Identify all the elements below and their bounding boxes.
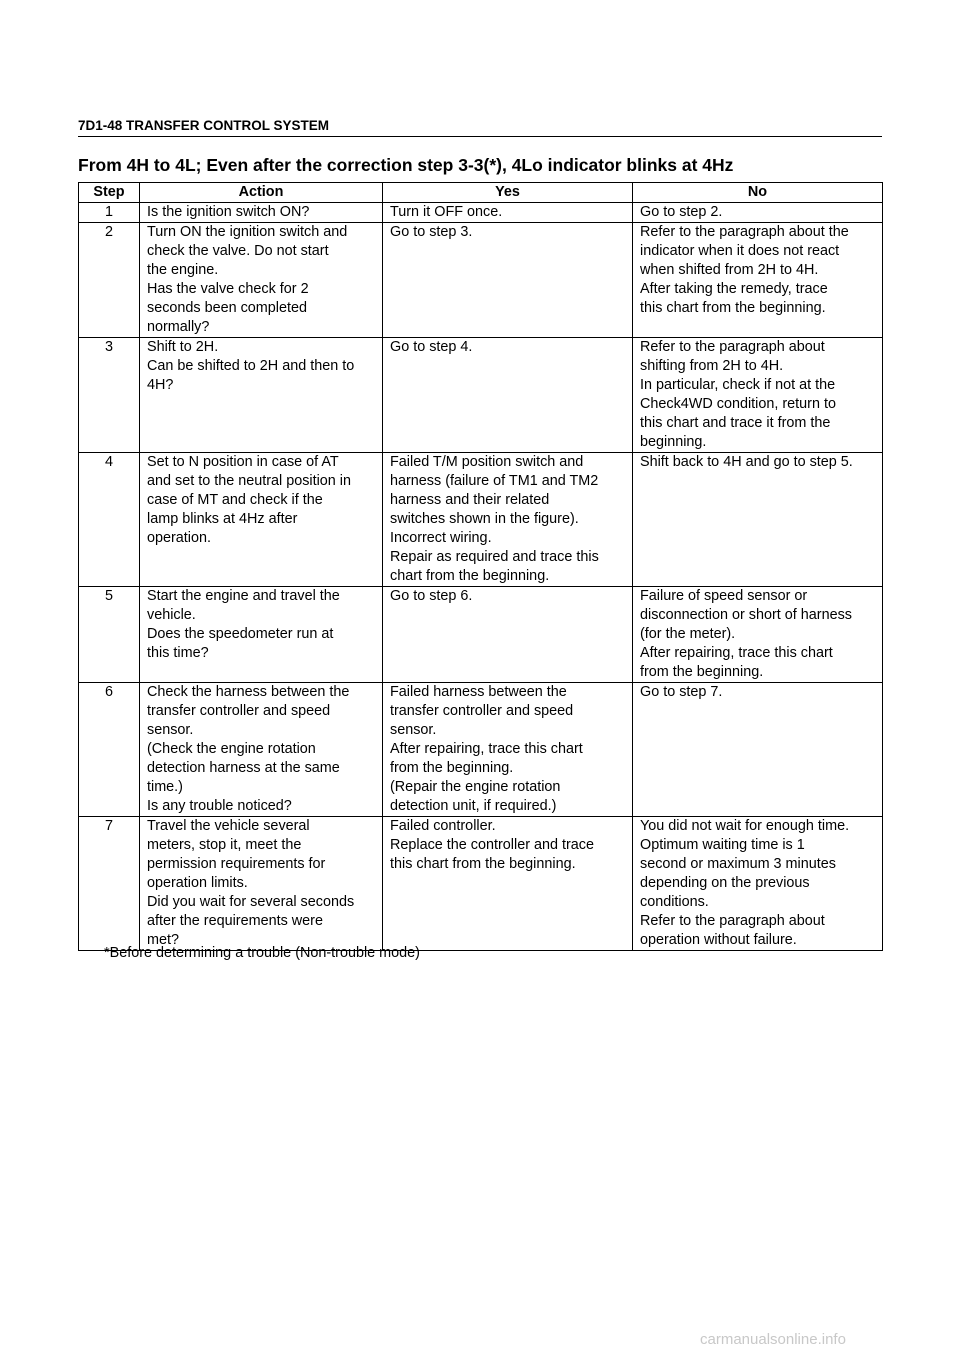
action-text-line: and set to the neutral position in bbox=[147, 473, 352, 489]
yes-cell bbox=[383, 683, 633, 817]
table-header-row bbox=[79, 183, 883, 203]
table-row bbox=[79, 683, 883, 817]
no-text-line: Refer to the paragraph about bbox=[640, 913, 825, 929]
action-text-line: sensor. bbox=[147, 722, 194, 738]
action-cell bbox=[140, 223, 383, 338]
action-text-line: Did you wait for several seconds bbox=[147, 894, 355, 910]
no-text-line: operation without failure. bbox=[640, 932, 797, 948]
yes-cell bbox=[383, 587, 633, 683]
action-text-line: after the requirements were bbox=[147, 913, 323, 929]
yes-text-line: harness and their related bbox=[390, 492, 550, 508]
no-text-line: from the beginning. bbox=[640, 664, 764, 680]
action-text-line: Start the engine and travel the bbox=[147, 588, 340, 604]
action-cell bbox=[140, 817, 383, 951]
yes-text-line: detection unit, if required.) bbox=[390, 798, 557, 814]
yes-text-line: switches shown in the figure). bbox=[390, 511, 579, 527]
table-row bbox=[79, 338, 883, 453]
action-text-line: lamp blinks at 4Hz after bbox=[147, 511, 298, 527]
no-text-line: (for the meter). bbox=[640, 626, 736, 642]
action-text-line: time.) bbox=[147, 779, 183, 795]
no-cell bbox=[633, 223, 883, 338]
no-cell bbox=[633, 683, 883, 817]
no-cell bbox=[633, 817, 883, 951]
no-text-line: Refer to the paragraph about bbox=[640, 339, 825, 355]
action-text-line: operation limits. bbox=[147, 875, 248, 891]
action-text-line: vehicle. bbox=[147, 607, 196, 623]
action-text-line: this time? bbox=[147, 645, 209, 661]
no-text-line: Check4WD condition, return to bbox=[640, 396, 836, 412]
no-text-line: depending on the previous bbox=[640, 875, 810, 891]
watermark: carmanualsonline.info bbox=[700, 1331, 846, 1348]
step-number-cell: 5 bbox=[79, 587, 140, 683]
action-text-line: Turn ON the ignition switch and bbox=[147, 224, 348, 240]
no-cell bbox=[633, 203, 883, 223]
yes-cell bbox=[383, 817, 633, 951]
action-text-line: seconds been completed bbox=[147, 300, 308, 316]
action-text-line: transfer controller and speed bbox=[147, 703, 331, 719]
table-row bbox=[79, 203, 883, 223]
yes-text-line: chart from the beginning. bbox=[390, 568, 550, 584]
action-text-line: Check the harness between the bbox=[147, 684, 350, 700]
action-text-line: meters, stop it, meet the bbox=[147, 837, 302, 853]
table-row bbox=[79, 453, 883, 587]
yes-cell bbox=[383, 453, 633, 587]
column-header-yes: Yes bbox=[383, 183, 633, 203]
action-text-line: operation. bbox=[147, 530, 212, 546]
no-text-line: disconnection or short of harness bbox=[640, 607, 852, 623]
yes-cell bbox=[383, 203, 633, 223]
diagnosis-table bbox=[78, 182, 883, 951]
action-cell bbox=[140, 203, 383, 223]
action-text-line: normally? bbox=[147, 319, 210, 335]
table-row bbox=[79, 223, 883, 338]
table-row bbox=[79, 817, 883, 951]
no-text-line: this chart and trace it from the bbox=[640, 415, 831, 431]
no-text-line: Go to step 2. bbox=[640, 204, 723, 220]
no-cell bbox=[633, 587, 883, 683]
action-cell bbox=[140, 683, 383, 817]
action-text-line: 4H? bbox=[147, 377, 174, 393]
yes-text-line: Go to step 3. bbox=[390, 224, 473, 240]
table-row bbox=[79, 587, 883, 683]
yes-cell bbox=[383, 338, 633, 453]
action-cell bbox=[140, 453, 383, 587]
action-text-line: the engine. bbox=[147, 262, 219, 278]
no-text-line: when shifted from 2H to 4H. bbox=[640, 262, 819, 278]
no-cell bbox=[633, 453, 883, 587]
yes-text-line: harness (failure of TM1 and TM2 bbox=[390, 473, 599, 489]
yes-text-line: Go to step 4. bbox=[390, 339, 473, 355]
action-text-line: Set to N position in case of AT bbox=[147, 454, 339, 470]
action-text-line: Is any trouble noticed? bbox=[147, 798, 292, 814]
page-header: 7D1-48 TRANSFER CONTROL SYSTEM bbox=[78, 118, 882, 137]
footnote: *Before determining a trouble (Non-trouble mode) bbox=[104, 945, 420, 961]
no-text-line: this chart from the beginning. bbox=[640, 300, 826, 316]
step-number-cell: 2 bbox=[79, 223, 140, 338]
action-text-line: check the valve. Do not start bbox=[147, 243, 329, 259]
yes-text-line: Incorrect wiring. bbox=[390, 530, 492, 546]
no-text-line: Shift back to 4H and go to step 5. bbox=[640, 454, 853, 470]
no-text-line: indicator when it does not react bbox=[640, 243, 840, 259]
action-text-line: detection harness at the same bbox=[147, 760, 340, 776]
action-text-line: case of MT and check if the bbox=[147, 492, 323, 508]
action-cell bbox=[140, 338, 383, 453]
table-body bbox=[79, 203, 883, 951]
column-header-step: Step bbox=[79, 183, 140, 203]
yes-text-line: this chart from the beginning. bbox=[390, 856, 576, 872]
no-text-line: Failure of speed sensor or bbox=[640, 588, 808, 604]
no-text-line: beginning. bbox=[640, 434, 707, 450]
no-cell bbox=[633, 338, 883, 453]
column-header-action: Action bbox=[140, 183, 383, 203]
action-text-line: Does the speedometer run at bbox=[147, 626, 334, 642]
no-text-line: Optimum waiting time is 1 bbox=[640, 837, 805, 853]
action-text-line: Travel the vehicle several bbox=[147, 818, 310, 834]
step-number-cell: 1 bbox=[79, 203, 140, 223]
yes-cell bbox=[383, 223, 633, 338]
yes-text-line: Turn it OFF once. bbox=[390, 204, 503, 220]
yes-text-line: Failed harness between the bbox=[390, 684, 567, 700]
action-text-line: Has the valve check for 2 bbox=[147, 281, 309, 297]
no-text-line: Refer to the paragraph about the bbox=[640, 224, 849, 240]
yes-text-line: Failed T/M position switch and bbox=[390, 454, 584, 470]
step-number-cell: 3 bbox=[79, 338, 140, 453]
no-text-line: Go to step 7. bbox=[640, 684, 723, 700]
action-cell bbox=[140, 587, 383, 683]
action-text-line: permission requirements for bbox=[147, 856, 326, 872]
no-text-line: You did not wait for enough time. bbox=[640, 818, 850, 834]
yes-text-line: After repairing, trace this chart bbox=[390, 741, 583, 757]
no-text-line: shifting from 2H to 4H. bbox=[640, 358, 784, 374]
yes-text-line: Failed controller. bbox=[390, 818, 496, 834]
yes-text-line: Replace the controller and trace bbox=[390, 837, 594, 853]
yes-text-line: sensor. bbox=[390, 722, 437, 738]
column-header-no: No bbox=[633, 183, 883, 203]
yes-text-line: Go to step 6. bbox=[390, 588, 473, 604]
no-text-line: After repairing, trace this chart bbox=[640, 645, 833, 661]
step-number-cell: 7 bbox=[79, 817, 140, 951]
no-text-line: conditions. bbox=[640, 894, 709, 910]
step-number-cell: 6 bbox=[79, 683, 140, 817]
yes-text-line: from the beginning. bbox=[390, 760, 514, 776]
no-text-line: In particular, check if not at the bbox=[640, 377, 836, 393]
action-text-line: Shift to 2H. bbox=[147, 339, 219, 355]
section-title: From 4H to 4L; Even after the correction step 3-3(*), 4Lo indicator blinks at 4Hz bbox=[78, 155, 734, 175]
no-text-line: After taking the remedy, trace bbox=[640, 281, 828, 297]
yes-text-line: Repair as required and trace this bbox=[390, 549, 599, 565]
no-text-line: second or maximum 3 minutes bbox=[640, 856, 836, 872]
yes-text-line: transfer controller and speed bbox=[390, 703, 574, 719]
action-text-line: Is the ignition switch ON? bbox=[147, 204, 310, 220]
yes-text-line: (Repair the engine rotation bbox=[390, 779, 561, 795]
action-text-line: Can be shifted to 2H and then to bbox=[147, 358, 355, 374]
action-text-line: (Check the engine rotation bbox=[147, 741, 316, 757]
action-text-line: met? bbox=[147, 932, 179, 948]
step-number-cell: 4 bbox=[79, 453, 140, 587]
